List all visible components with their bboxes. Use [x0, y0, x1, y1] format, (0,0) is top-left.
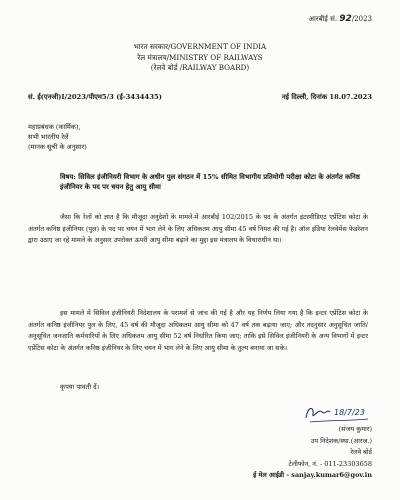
signature-block [242, 424, 372, 482]
signatory-org: रेलवे बोर्ड [350, 448, 372, 456]
addressee-line-1: महाप्रबंधक (कार्मिक), [28, 123, 81, 131]
signatory-phone: टेलीफोन, नं. - 011-23303658 [288, 459, 372, 468]
subject-line: विषय: सिविल इंजीनियरी विभाग के अधीन पुल संगठन में 15% सीमित विभागीय प्रतियोगी परीक्षा कोटा के अंतर्गत कनिष्ठ इंजीनियर के पद पर चयन हेतु आयु सीमा [60, 173, 360, 191]
signatory-email: ई मेल आईडी - sanjay.kumar6@gov.in [253, 471, 372, 479]
signatory-designation: उप निदेशक/स्था.(आरज.) [310, 436, 372, 445]
rbe-prefix: आरबीई सं. [308, 15, 338, 23]
letterhead [0, 42, 400, 74]
date-value: 18.07.2023 [329, 93, 372, 101]
rbe-year: /2023 [351, 15, 372, 23]
signature-date: 18/7/23 [334, 408, 365, 417]
rbe-handwritten-number: 92 [339, 14, 352, 24]
addressee-line-2: सभी भारतीय रेलें [28, 133, 69, 141]
rbe-reference [309, 14, 372, 24]
file-number: सं. ई(एनजी)I/2023/पीएम5/3 (ई-3434435) [28, 93, 162, 101]
date-prefix: नई दिल्ली, दिनांक [281, 93, 328, 101]
closing-line: कृपया पावती दें। [60, 383, 100, 391]
handwritten-signature [300, 400, 380, 426]
letterhead-line-board: (रेलवे बोर्ड /RAILWAY BOARD) [150, 63, 250, 72]
addressee-block [28, 122, 87, 152]
issue-date [282, 92, 372, 101]
file-reference-line [28, 92, 372, 101]
letterhead-line-ministry: रेल मंत्रालय/MINISTRY OF RAILWAYS [137, 52, 263, 62]
signatory-name: (संजय कुमार) [338, 425, 372, 433]
body-paragraph-2: इस मामले में सिविल इंजीनियरी निदेशालय के परामर्श से जांच की गई है और यह निर्णय लिया गया है कि इन्टर एप्रेंटिस कोटा के अंतर्गत कनिष्ठ इंजीनियर पुल के लिए, 45 वर्ष की मौजूदा अधिकतम आयु सीमा को 47 वर्ष तक बढ़ाया जाए; और तदनुसार अनुसूचित जाति/अनुसूचित जनजाति कर्मचारियों के लिए अधिकतम आयु सीमा 52 वर्ष निर्धारित किया जाए; ताकि इसे सिविल इंजीनियरी के अन्य विभागों में इन्टर एप्रेंटिस कोटा के अंतर्गत कनिष्ठ इंजीनियर के लिए चयन में भाग लेने के लिए आयु सीमा के तुल्य बनाया जा सके। [28, 309, 368, 352]
body-paragraph-1: जैसा कि रेलों को ज्ञात है कि मौजूदा अनुदेशों के मामले-में आरबीई 102/2015 के पद के अंतर्गत इंटरमीडिएट एप्रेंटिस कोटा के अंतर्गत कनिष्ठ इंजीनियर (पुल) के पद पर चयन में भाग लेने के लिए अधिकतम आयु सीमा 45 वर्ष नियत की गई है। ऑल इंडिया रेलवेमेंस फेडरेशन द्वारा उठाए जा रहे मामले के अनुसार उपरोक्त ऊपरी आयु सीमा बढ़ाने का मुद्दा इस मंत्रालय के विचाराधीन था। [28, 213, 368, 244]
addressee-line-3: (मानक सूची के अनुसार) [28, 143, 87, 151]
letterhead-line-government: भारत सरकार/GOVERNMENT OF INDIA [133, 42, 267, 51]
